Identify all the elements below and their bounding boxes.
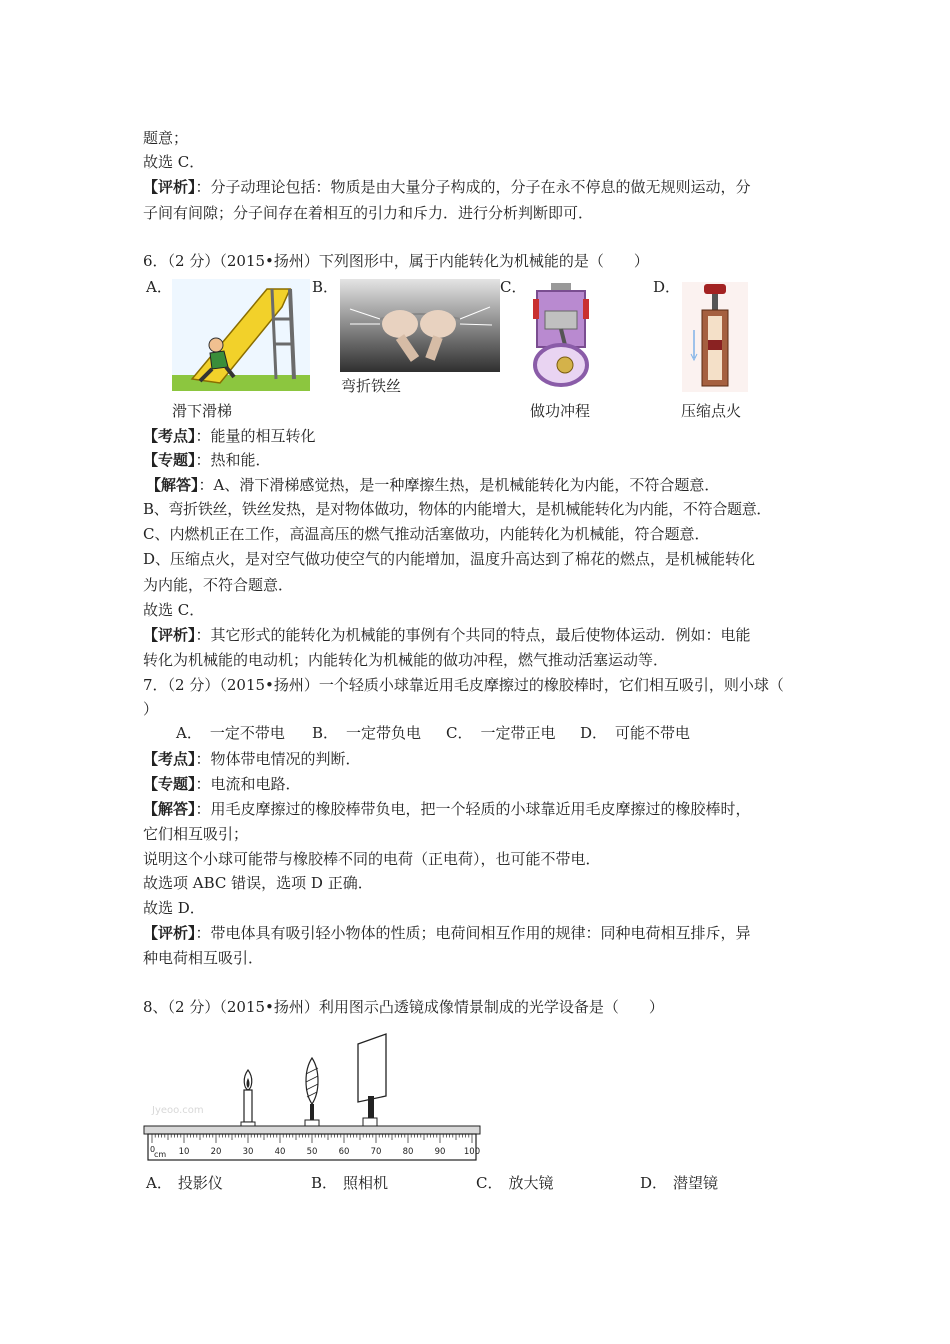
option-text: 放大镜	[508, 1174, 554, 1192]
option-text: 投影仪	[177, 1174, 223, 1192]
section-label: 【专题】	[143, 451, 196, 469]
optical-bench-figure	[140, 1030, 485, 1165]
option-d-caption: 压缩点火	[681, 402, 742, 420]
option-d	[580, 722, 690, 744]
text-line: C、内燃机正在工作，高温高压的燃气推动活塞做功，内能转化为机械能，符合题意．	[143, 525, 710, 543]
text-line	[143, 772, 301, 796]
ruler-tick-label: 30	[242, 1147, 254, 1157]
option-text: 一定不带电	[209, 724, 285, 742]
text-line: 说明这个小球可能带与橡胶棒不同的电荷（正电荷），也可能不带电．	[143, 850, 601, 868]
text-span: ：带电体具有吸引轻小物体的性质；电荷间相互作用的规律：同种电荷相互排斥，异	[195, 924, 751, 942]
option-text: 潜望镜	[673, 1174, 719, 1192]
question-6-title: 6．（2 分）（2015•扬州）下列图形中，属于内能转化为机械能的是（ ）	[143, 252, 649, 270]
text-line: 为内能，不符合题意．	[143, 576, 294, 594]
text-span: ：用毛皮摩擦过的橡胶棒带负电，把一个轻质的小球靠近用毛皮摩擦过的橡胶棒时，	[195, 800, 751, 818]
text-line: 故选 C．	[143, 153, 205, 171]
section-label: 【专题】	[143, 775, 196, 793]
option-a	[146, 1172, 223, 1194]
text-line	[143, 747, 361, 771]
option-d	[640, 1172, 718, 1194]
option-letter: C．	[476, 1174, 503, 1192]
ruler-tick-label: 20	[210, 1147, 222, 1157]
engine-figure	[525, 281, 597, 391]
option-b-letter: B．	[312, 278, 339, 296]
text-line: 故选 C．	[143, 601, 205, 619]
text-line: 转化为机械能的电动机；内能转化为机械能的做功冲程，燃气推动活塞运动等．	[143, 651, 669, 669]
text-line	[143, 448, 271, 472]
text-line: 题意；	[143, 129, 189, 147]
ruler-tick-label: 50	[306, 1147, 318, 1157]
text-span: ：能量的相互转化	[195, 427, 316, 445]
ruler-tick-label: 10	[178, 1147, 190, 1157]
text-span: ：A、滑下滑梯感觉热，是一种摩擦生热，是机械能转化为内能，不符合题意．	[198, 476, 720, 494]
ruler-tick-label: 60	[338, 1147, 350, 1157]
option-c-caption: 做功冲程	[530, 402, 591, 420]
option-letter: C．	[446, 724, 473, 742]
ruler-tick-label: 80	[402, 1147, 414, 1157]
text-line: B、弯折铁丝，铁丝发热，是对物体做功，物体的内能增大，是机械能转化为内能，不符合题意．	[143, 500, 772, 518]
option-text: 一定带负电	[346, 724, 422, 742]
option-a	[176, 722, 285, 744]
text-span: ：物体带电情况的判断．	[195, 750, 361, 768]
text-line: 故选 D．	[143, 899, 205, 917]
option-text: 一定带正电	[480, 724, 556, 742]
ruler-tick-label: 70	[370, 1147, 382, 1157]
watermark: Jyeoo.com	[152, 1105, 204, 1116]
text-line	[143, 175, 751, 199]
option-a-letter: A．	[146, 278, 172, 296]
text-span: ：热和能．	[195, 451, 271, 469]
option-letter: A．	[176, 724, 202, 742]
option-b	[311, 1172, 388, 1194]
option-c-letter: C．	[500, 278, 527, 296]
section-label: 【考点】	[143, 427, 196, 445]
option-a-caption: 滑下滑梯	[172, 402, 233, 420]
ruler-tick-label: 40	[274, 1147, 286, 1157]
text-span: ：其它形式的能转化为机械能的事例有个共同的特点，最后使物体运动．例如：电能	[195, 626, 751, 644]
pump-figure	[682, 282, 748, 392]
option-letter: B．	[312, 724, 339, 742]
section-label: 【评析】	[143, 178, 196, 196]
option-letter: A．	[146, 1174, 172, 1192]
text-line: D、压缩点火，是对空气做功使空气的内能增加，温度升高达到了棉花的燃点，是机械能转化	[143, 550, 756, 568]
text-line: 种电荷相互吸引．	[143, 949, 264, 967]
question-7-title: 7．（2 分）（2015•扬州）一个轻质小球靠近用毛皮摩擦过的橡胶棒时，它们相互吸引，则小球（	[143, 676, 784, 694]
option-c	[476, 1172, 554, 1194]
option-b	[312, 722, 421, 744]
question-8-title: 8、（2 分）（2015•扬州）利用图示凸透镜成像情景制成的光学设备是（ ）	[143, 998, 664, 1016]
option-c	[446, 722, 556, 744]
option-letter: D．	[580, 724, 608, 742]
ruler-tick-label: 90	[434, 1147, 446, 1157]
option-letter: B．	[311, 1174, 338, 1192]
slide-figure	[172, 279, 310, 391]
text-span: ：分子动理论包括：物质是由大量分子构成的，分子在永不停息的做无规则运动，分	[195, 178, 751, 196]
option-text: 照相机	[343, 1174, 389, 1192]
ruler-tick-label: 100	[463, 1147, 481, 1157]
text-line	[143, 797, 751, 821]
section-label: 【考点】	[143, 750, 196, 768]
wire-figure	[340, 279, 500, 372]
text-line	[146, 473, 719, 497]
option-b-caption: 弯折铁丝	[341, 377, 402, 395]
section-label: 【评析】	[143, 924, 196, 942]
text-line	[143, 623, 751, 647]
text-line: 故选项 ABC 错误，选项 D 正确．	[143, 874, 373, 892]
option-letter: D．	[640, 1174, 668, 1192]
section-label: 【评析】	[143, 626, 196, 644]
section-label: 【解答】	[146, 476, 199, 494]
text-line: 子间有间隙；分子间存在着相互的引力和斥力．进行分析判断即可．	[143, 204, 594, 222]
text-span: ：电流和电路．	[195, 775, 301, 793]
option-text: 可能不带电	[615, 724, 691, 742]
text-line	[143, 921, 751, 945]
option-d-letter: D．	[653, 278, 681, 296]
ruler-tick-label: 0	[150, 1145, 156, 1154]
ruler-unit: cm	[154, 1150, 167, 1159]
section-label: 【解答】	[143, 800, 196, 818]
text-line	[143, 424, 316, 448]
text-line: ）	[143, 700, 159, 718]
text-line: 它们相互吸引；	[143, 825, 249, 843]
